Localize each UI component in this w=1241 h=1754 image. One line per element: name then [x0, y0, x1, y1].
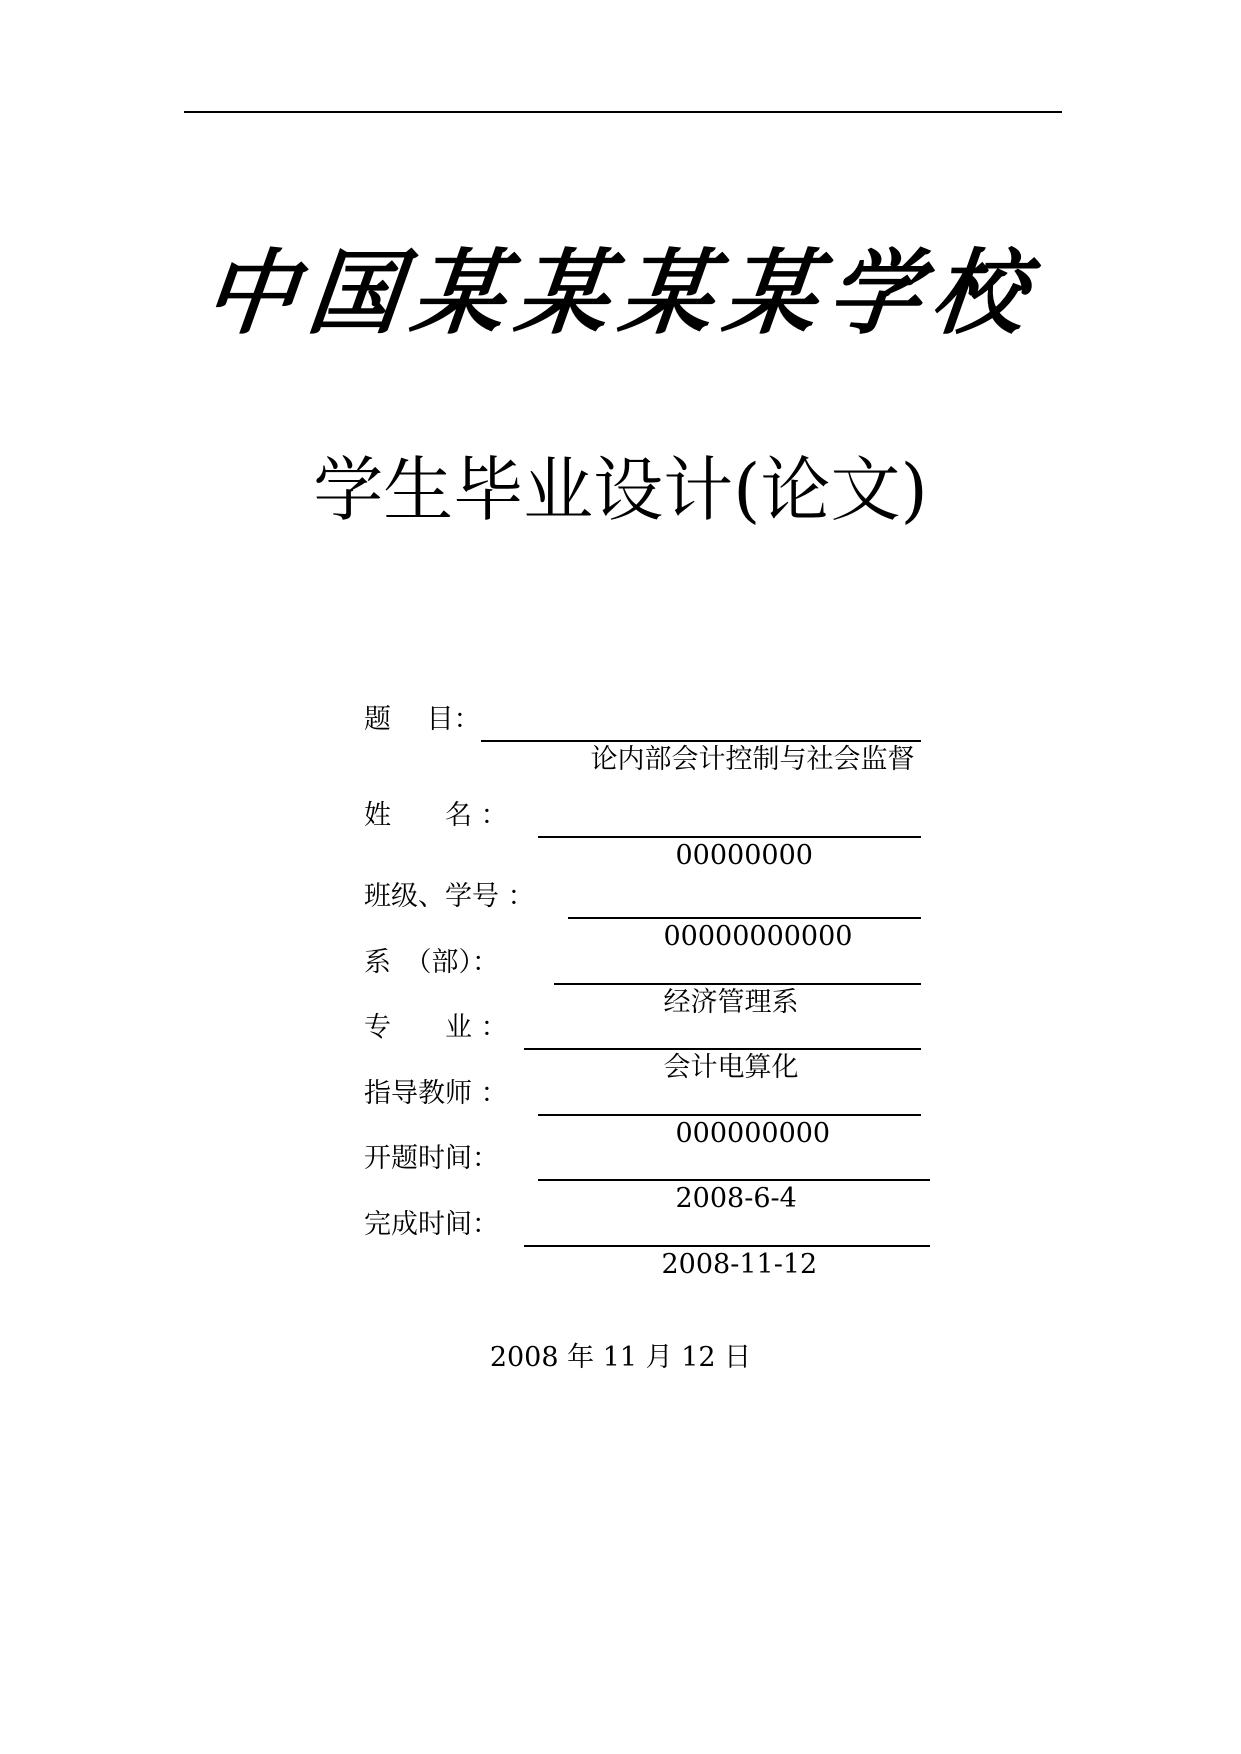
- field-label: 姓 名 ：: [364, 800, 508, 831]
- field-value: 经济管理系: [554, 943, 921, 985]
- cover-date: 2008 年 11 月 12 日: [489, 1342, 752, 1373]
- field-label: 开题时间：: [364, 1143, 499, 1174]
- field-value: 00000000000: [568, 877, 921, 919]
- field-label: 专 业 ：: [364, 1012, 508, 1043]
- school-name: 中国某某某某学校: [198, 239, 1043, 347]
- field-value: 00000000: [538, 796, 921, 838]
- header-rule: [184, 111, 1062, 113]
- field-value: 会计电算化: [524, 1008, 921, 1050]
- document-title: 学生毕业设计(论文): [313, 449, 928, 531]
- field-label: 指导教师 ：: [364, 1078, 508, 1109]
- field-label: 完成时间：: [364, 1209, 499, 1240]
- field-value: 2008-11-12: [524, 1205, 930, 1247]
- field-value: 000000000: [538, 1074, 921, 1116]
- field-label: 班级、学号 ：: [364, 881, 535, 912]
- field-label: 系 （部）：: [364, 947, 499, 978]
- field-value: 2008-6-4: [538, 1139, 930, 1181]
- field-label: 题 目：: [364, 704, 481, 735]
- field-value: 论内部会计控制与社会监督: [481, 700, 921, 742]
